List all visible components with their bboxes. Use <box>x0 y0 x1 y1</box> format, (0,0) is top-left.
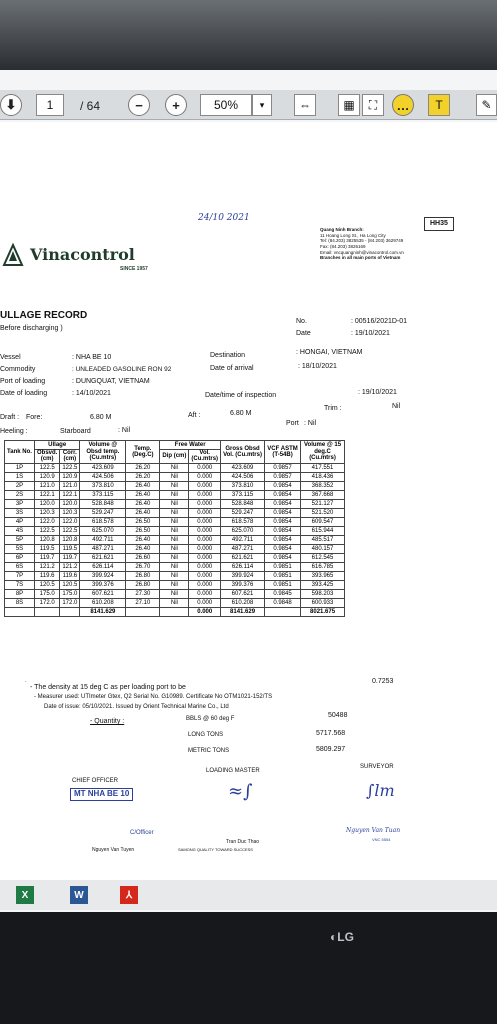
header-fw-vol: Vol. (Cu.mtrs) <box>189 450 221 464</box>
table-cell: 393.425 <box>301 580 345 589</box>
table-cell: 7S <box>5 580 35 589</box>
table-row <box>5 562 345 571</box>
table-cell: 2S <box>5 490 35 499</box>
table-row <box>5 508 345 517</box>
table-cell: 0.000 <box>189 517 221 526</box>
table-cell: 0.000 <box>189 472 221 481</box>
table-cell: 26.50 <box>126 517 160 526</box>
table-cell: 626.114 <box>221 562 265 571</box>
remarks-density: - The density at 15 deg C as per loading port to be <box>30 684 186 691</box>
table-cell: Nil <box>160 598 189 607</box>
table-row <box>5 517 345 526</box>
table-cell: 373.115 <box>80 490 126 499</box>
table-cell: 0.9854 <box>265 517 301 526</box>
table-cell: 27.30 <box>126 589 160 598</box>
table-cell: 26.50 <box>126 526 160 535</box>
surveyor-name: Nguyen Van Tuan <box>346 827 401 834</box>
table-cell: 26.40 <box>126 535 160 544</box>
table-cell: 4P <box>5 517 35 526</box>
table-cell: 120.0 <box>35 499 60 508</box>
table-cell: 2P <box>5 481 35 490</box>
header-corr: Corr. (cm) <box>60 450 80 464</box>
table-cell: 121.2 <box>60 562 80 571</box>
loading-master-company: SAMONG QUALITY TOWARD SUCCESS <box>178 847 253 852</box>
table-cell: 122.5 <box>35 526 60 535</box>
table-cell: 121.2 <box>35 562 60 571</box>
monitor-bezel <box>0 912 497 1024</box>
table-cell: 120.0 <box>60 499 80 508</box>
table-row <box>5 463 345 472</box>
table-cell: 367.668 <box>301 490 345 499</box>
table-total-cell <box>5 607 35 616</box>
table-cell: 119.7 <box>35 553 60 562</box>
table-cell: 0.000 <box>189 553 221 562</box>
table-cell: 119.6 <box>60 571 80 580</box>
table-cell: 399.924 <box>80 571 126 580</box>
table-cell: 621.621 <box>80 553 126 562</box>
table-cell: 119.7 <box>60 553 80 562</box>
table-cell: 6P <box>5 553 35 562</box>
fore-label: Fore: <box>26 414 43 421</box>
no-value: : 00516/2021D-01 <box>351 318 408 325</box>
table-cell: 122.0 <box>35 517 60 526</box>
table-cell: Nil <box>160 571 189 580</box>
table-cell: 618.578 <box>221 517 265 526</box>
date-label: Date <box>296 330 311 337</box>
table-cell: 487.271 <box>80 544 126 553</box>
surveyor-signature: ∫lm <box>366 781 395 800</box>
draft-label: Draft : <box>0 414 20 421</box>
table-row <box>5 544 345 553</box>
table-cell: 1P <box>5 463 35 472</box>
table-cell: 121.0 <box>60 481 80 490</box>
officer-stamp: C/Officer <box>130 830 154 836</box>
table-cell: 618.578 <box>80 517 126 526</box>
table-cell: Nil <box>160 553 189 562</box>
zoom-out-icon[interactable]: − <box>128 94 150 116</box>
trim-value: Nil <box>392 403 401 410</box>
starboard-value: : Nil <box>118 427 131 434</box>
table-cell: 122.5 <box>60 526 80 535</box>
table-cell: 0.000 <box>189 580 221 589</box>
bbls-label: BBLS @ 60 deg F <box>186 716 235 722</box>
table-total-cell <box>60 607 80 616</box>
fore-value: 6.80 M <box>90 414 112 421</box>
table-cell: 119.6 <box>35 571 60 580</box>
table-cell: 26.60 <box>126 553 160 562</box>
table-cell: 0.000 <box>189 499 221 508</box>
pol-label: Port of loading <box>0 378 46 385</box>
report-title: ULLAGE RECORD <box>0 310 88 321</box>
header-gross: Gross Obsd Vol. (Cu.mtrs) <box>221 441 265 464</box>
table-cell: 0.000 <box>189 562 221 571</box>
table-cell: 120.9 <box>60 472 80 481</box>
table-row <box>5 553 345 562</box>
table-cell: 0.9851 <box>265 562 301 571</box>
remarks-issue: Date of issue: 05/10/2021. Issued by Orient Technical Marine Co., Ltd <box>44 704 229 710</box>
table-cell: 0.9857 <box>265 472 301 481</box>
vessel-label: Vessel <box>0 354 21 361</box>
table-cell: 393.965 <box>301 571 345 580</box>
pdf-page <box>0 122 497 682</box>
aft-label: Aft : <box>188 412 201 419</box>
table-cell: 610.208 <box>221 598 265 607</box>
table-cell: Nil <box>160 562 189 571</box>
table-row <box>5 472 345 481</box>
destination-label: Destination <box>210 352 246 359</box>
table-cell: 607.621 <box>221 589 265 598</box>
table-cell: 26.20 <box>126 463 160 472</box>
table-cell: 598.203 <box>301 589 345 598</box>
table-cell: 521.520 <box>301 508 345 517</box>
table-cell: 120.8 <box>35 535 60 544</box>
table-cell: 26.70 <box>126 562 160 571</box>
header-volume-obsd: Volume @ Obsd temp. (Cu.mtrs) <box>80 441 126 464</box>
table-cell: 0.9857 <box>265 463 301 472</box>
handwritten-date: 24/10 2021 <box>198 213 250 223</box>
table-cell: 122.1 <box>60 490 80 499</box>
fit-page-icon[interactable]: ▦ <box>338 94 360 116</box>
quantity-label: - Quantity : <box>90 718 125 725</box>
form-code-box: HH35 <box>424 217 454 231</box>
table-cell: Nil <box>160 589 189 598</box>
comment-icon[interactable]: … <box>392 94 414 116</box>
zoom-in-icon[interactable]: + <box>165 94 187 116</box>
table-cell: 1S <box>5 472 35 481</box>
table-cell: 423.609 <box>80 463 126 472</box>
table-cell: 0.000 <box>189 490 221 499</box>
table-cell: 122.5 <box>35 463 60 472</box>
table-total-cell: 8141.629 <box>221 607 265 616</box>
table-cell: 0.9848 <box>265 598 301 607</box>
table-cell: 0.000 <box>189 544 221 553</box>
table-cell: 0.9854 <box>265 544 301 553</box>
table-cell: 529.247 <box>221 508 265 517</box>
table-cell: Nil <box>160 535 189 544</box>
table-cell: 27.10 <box>126 598 160 607</box>
table-cell: 26.40 <box>126 481 160 490</box>
table-cell: 621.621 <box>221 553 265 562</box>
full-screen-icon[interactable]: ⛶ <box>362 94 384 116</box>
table-cell: 0.000 <box>189 481 221 490</box>
table-cell: 0.9851 <box>265 580 301 589</box>
table-total-cell <box>35 607 60 616</box>
table-cell: 609.547 <box>301 517 345 526</box>
table-cell: 0.000 <box>189 463 221 472</box>
table-cell: 615.944 <box>301 526 345 535</box>
table-cell: 26.80 <box>126 580 160 589</box>
table-cell: 5S <box>5 544 35 553</box>
inspection-label: Date/time of inspection <box>205 392 277 399</box>
vinacontrol-logo-icon <box>0 243 26 267</box>
table-cell: 0.9854 <box>265 499 301 508</box>
table-total-cell: 8021.675 <box>301 607 345 616</box>
ullage-table <box>4 440 345 617</box>
table-cell: 8S <box>5 598 35 607</box>
table-cell: 607.621 <box>80 589 126 598</box>
trim-label: Trim : <box>324 405 342 412</box>
table-cell: 373.810 <box>221 481 265 490</box>
table-row <box>5 490 345 499</box>
chief-officer-label: CHIEF OFFICER <box>72 778 118 784</box>
table-cell: 368.352 <box>301 481 345 490</box>
page-number-input[interactable]: 1 <box>36 94 64 116</box>
table-row <box>5 589 345 598</box>
table-cell: 122.5 <box>60 463 80 472</box>
table-cell: 175.0 <box>60 589 80 598</box>
header-obsvd: Obsvd. (cm) <box>35 450 60 464</box>
highlight-text-icon[interactable]: T <box>428 94 450 116</box>
table-cell: 0.9854 <box>265 481 301 490</box>
table-cell: 492.711 <box>221 535 265 544</box>
surveyor-label: SURVEYOR <box>360 764 394 770</box>
table-cell: 121.0 <box>35 481 60 490</box>
starboard-label: Starboard <box>60 428 91 435</box>
header-vcf: VCF ASTM (T-54B) <box>265 441 301 464</box>
chief-officer-name: Nguyen Van Tuyen <box>92 847 135 853</box>
table-cell: 528.848 <box>221 499 265 508</box>
table-cell: Nil <box>160 544 189 553</box>
table-cell: 373.810 <box>80 481 126 490</box>
long-tons-value: 5717.568 <box>316 730 346 737</box>
no-label: No. <box>296 318 307 325</box>
surveyor-stamp: VNC 5554 <box>372 837 391 842</box>
table-cell: 521.127 <box>301 499 345 508</box>
table-cell: 424.506 <box>221 472 265 481</box>
table-cell: 120.5 <box>35 580 60 589</box>
table-cell: 0.000 <box>189 571 221 580</box>
density-value: 0.7253 <box>372 678 394 685</box>
commodity-value: : UNLEADED GASOLINE RON 92 <box>72 366 172 373</box>
table-cell: 7P <box>5 571 35 580</box>
table-cell: 373.115 <box>221 490 265 499</box>
vessel-stamp: MT NHA BE 10 <box>70 788 133 801</box>
heeling-label: Heeling : <box>0 428 28 435</box>
table-row <box>5 571 345 580</box>
table-cell: 0.9854 <box>265 535 301 544</box>
table-cell: 8P <box>5 589 35 598</box>
fit-width-icon[interactable]: ⇔ <box>294 94 316 116</box>
header-free-water-group: Free Water <box>160 441 221 450</box>
arrival-label: Date of arrival <box>210 365 254 372</box>
zoom-select[interactable]: 50% <box>200 94 252 116</box>
word-icon[interactable]: W <box>70 886 88 904</box>
table-cell: 175.0 <box>35 589 60 598</box>
date-value: : 19/10/2021 <box>351 330 390 337</box>
table-total-cell <box>126 607 160 616</box>
dol-label: Date of loading <box>0 390 48 397</box>
inspection-value: : 19/10/2021 <box>358 389 397 396</box>
table-cell: Nil <box>160 490 189 499</box>
long-tons-label: LONG TONS <box>188 732 224 738</box>
table-cell: 122.0 <box>60 517 80 526</box>
table-cell: 492.711 <box>80 535 126 544</box>
table-cell: 612.545 <box>301 553 345 562</box>
table-cell: Nil <box>160 508 189 517</box>
table-total-cell <box>265 607 301 616</box>
table-cell: 6S <box>5 562 35 571</box>
brand-since: SINCE 1957 <box>120 266 148 272</box>
table-cell: 423.609 <box>221 463 265 472</box>
table-cell: 625.070 <box>221 526 265 535</box>
pdf-reader-icon[interactable]: ⅄ <box>120 886 138 904</box>
table-cell: 172.0 <box>35 598 60 607</box>
table-cell: 418.436 <box>301 472 345 481</box>
table-cell: 4S <box>5 526 35 535</box>
table-total-cell <box>160 607 189 616</box>
page-total: / 64 <box>80 99 101 113</box>
table-cell: 399.924 <box>221 571 265 580</box>
branch-info: Quang Ninh Branch: 11 Hoang Long St., Ha Long City Tel: (84.203) 3825535 - (84.203) 3629749 Fax: (84.203) 3826169 Email: vncquangninh@vinacontrol.com.vn Branches in all main ports of Vietnam <box>320 227 404 261</box>
excel-icon[interactable]: X <box>16 886 34 904</box>
table-cell: 0.9854 <box>265 508 301 517</box>
table-total-cell: 0.000 <box>189 607 221 616</box>
table-cell: 120.3 <box>35 508 60 517</box>
table-cell: 120.3 <box>60 508 80 517</box>
table-cell: 0.9854 <box>265 553 301 562</box>
pol-value: : DUNGQUAT, VIETNAM <box>72 378 150 385</box>
table-cell: 0.9851 <box>265 571 301 580</box>
pdf-page-lower <box>0 678 497 880</box>
table-cell: 122.1 <box>35 490 60 499</box>
table-cell: 480.157 <box>301 544 345 553</box>
table-cell: 119.5 <box>60 544 80 553</box>
port-label: Port <box>286 420 299 427</box>
table-cell: 26.40 <box>126 544 160 553</box>
port-value: : Nil <box>304 420 317 427</box>
table-row <box>5 535 345 544</box>
table-row <box>5 481 345 490</box>
zoom-dropdown-icon[interactable]: ▾ <box>252 94 272 116</box>
header-temp: Temp. (Deg.C) <box>126 441 160 464</box>
table-cell: 529.247 <box>80 508 126 517</box>
table-cell: Nil <box>160 499 189 508</box>
arrival-value: : 18/10/2021 <box>298 363 337 370</box>
table-cell: 616.785 <box>301 562 345 571</box>
table-cell: 626.114 <box>80 562 126 571</box>
vessel-value: : NHA BE 10 <box>72 354 112 361</box>
table-cell: 399.376 <box>80 580 126 589</box>
table-cell: Nil <box>160 526 189 535</box>
table-row <box>5 499 345 508</box>
table-cell: 26.40 <box>126 499 160 508</box>
monitor-brand-logo: ◐LG <box>330 930 354 944</box>
taskbar <box>0 880 497 910</box>
table-total-row <box>5 607 345 616</box>
table-row <box>5 526 345 535</box>
pdf-toolbar <box>0 90 497 120</box>
loading-master-signature: ≈∫ <box>228 781 253 802</box>
table-cell: 417.551 <box>301 463 345 472</box>
table-cell: Nil <box>160 517 189 526</box>
table-cell: Nil <box>160 481 189 490</box>
loading-master-label: LOADING MASTER <box>206 768 260 774</box>
table-cell: 3S <box>5 508 35 517</box>
sign-icon[interactable]: ✎ <box>476 94 497 116</box>
table-cell: 119.5 <box>35 544 60 553</box>
table-cell: 0.000 <box>189 535 221 544</box>
header-ullage-group: Ullage <box>35 441 80 450</box>
table-cell: 528.848 <box>80 499 126 508</box>
table-cell: 0.000 <box>189 589 221 598</box>
table-cell: 0.000 <box>189 508 221 517</box>
table-cell: 487.271 <box>221 544 265 553</box>
table-cell: 485.517 <box>301 535 345 544</box>
dol-value: : 14/10/2021 <box>72 390 111 397</box>
aft-value: 6.80 M <box>230 410 252 417</box>
table-cell: 424.506 <box>80 472 126 481</box>
table-total-cell: 8141.629 <box>80 607 126 616</box>
table-cell: Nil <box>160 463 189 472</box>
header-tank: Tank No. <box>5 441 35 464</box>
remarks-measurer: - Measurer used: UTImeter Gtex, Q2 Serial No. G10989. Certificate No OTM1021-152/TS <box>34 694 273 700</box>
table-cell: Nil <box>160 580 189 589</box>
table-row <box>5 580 345 589</box>
brand-name: Vinacontrol <box>30 245 135 264</box>
table-cell: 120.8 <box>60 535 80 544</box>
table-row <box>5 598 345 607</box>
table-cell: 5P <box>5 535 35 544</box>
next-page-icon[interactable]: ⬇ <box>0 94 22 116</box>
metric-tons-label: METRIC TONS <box>188 748 230 754</box>
table-cell: 26.80 <box>126 571 160 580</box>
loading-master-name: Tran Duc Thao <box>226 839 260 845</box>
table-cell: 3P <box>5 499 35 508</box>
table-cell: 610.208 <box>80 598 126 607</box>
table-cell: 26.40 <box>126 508 160 517</box>
table-cell: 0.9845 <box>265 589 301 598</box>
table-cell: 172.0 <box>60 598 80 607</box>
table-cell: Nil <box>160 472 189 481</box>
table-cell: 600.933 <box>301 598 345 607</box>
table-cell: 0.9854 <box>265 490 301 499</box>
report-subtitle: Before discharging ) <box>0 325 63 332</box>
header-dip: Dip (cm) <box>160 450 189 464</box>
table-cell: 0.000 <box>189 598 221 607</box>
bbls-value: 50488 <box>328 712 348 719</box>
table-cell: 120.9 <box>35 472 60 481</box>
destination-value: : HONGAI, VIETNAM <box>296 349 363 356</box>
table-cell: 0.9854 <box>265 526 301 535</box>
table-cell: 625.070 <box>80 526 126 535</box>
commodity-label: Commodity <box>0 366 36 373</box>
header-volume-15: Volume @ 15 deg.C (Cu.mtrs) <box>301 441 345 464</box>
table-cell: 26.20 <box>126 472 160 481</box>
table-cell: 399.376 <box>221 580 265 589</box>
metric-tons-value: 5809.297 <box>316 746 346 753</box>
table-cell: 0.000 <box>189 526 221 535</box>
table-cell: 120.5 <box>60 580 80 589</box>
monitor-top-area <box>0 0 497 70</box>
table-cell: 26.40 <box>126 490 160 499</box>
